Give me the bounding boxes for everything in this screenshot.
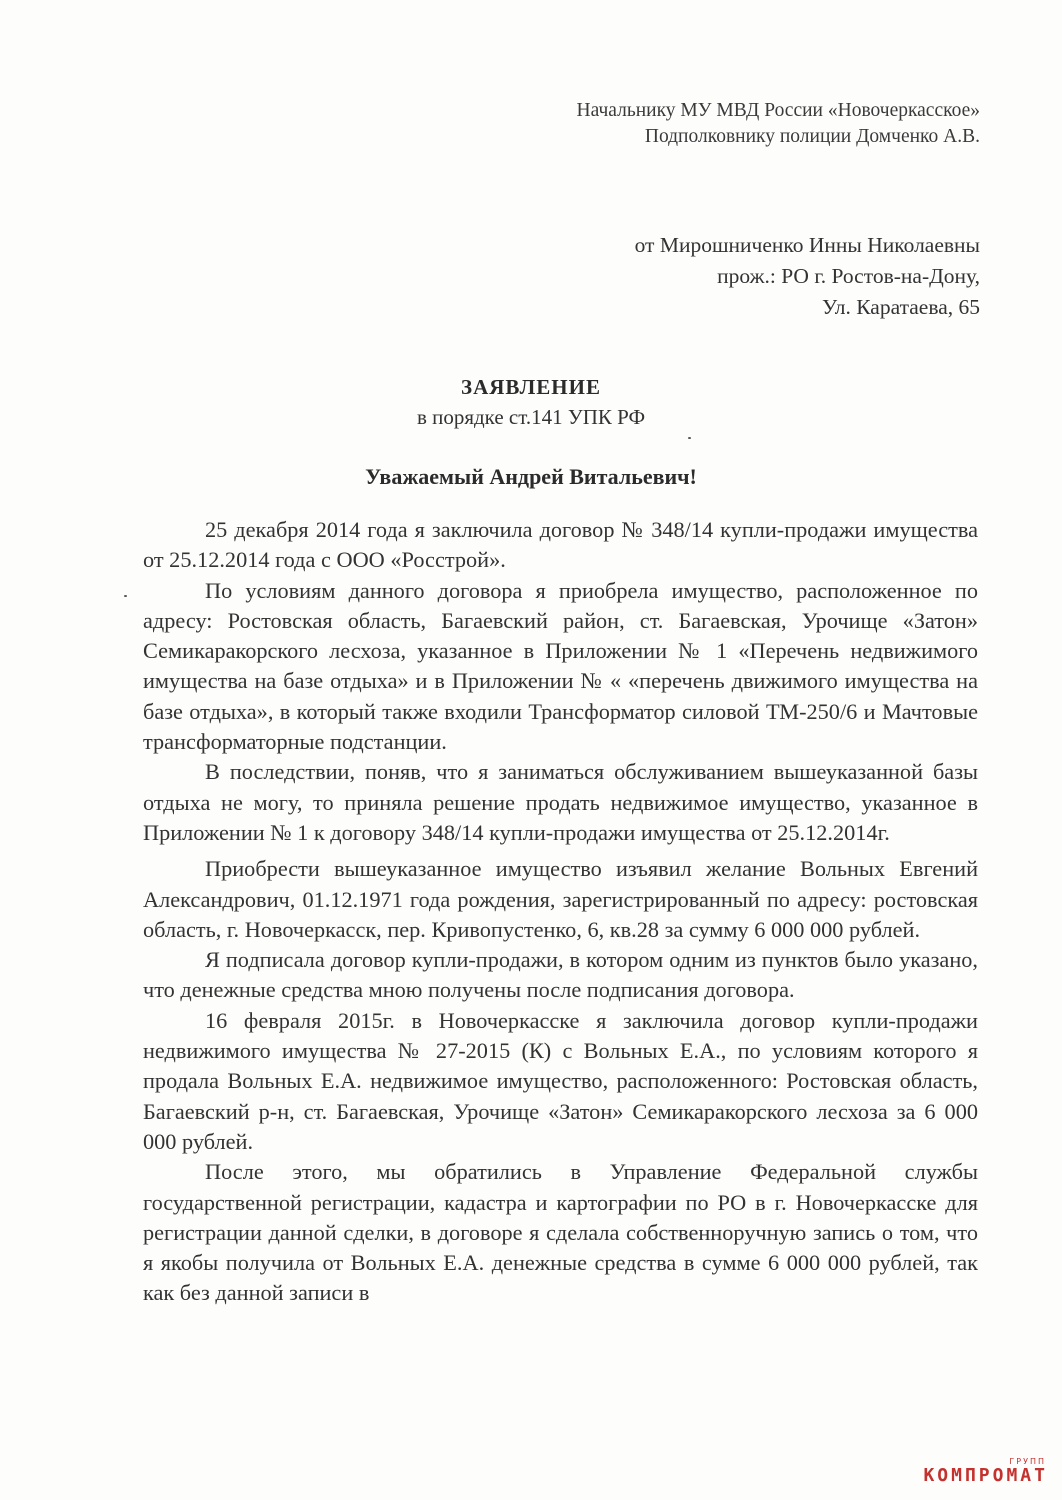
sender-block	[635, 230, 980, 323]
document-subtitle: в порядке ст.141 УПК РФ	[416, 405, 646, 429]
paragraph-6: 16 февраля 2015г. в Новочеркасске я заключила договор купли-продажи недвижимого имущества № 27-2015 (К) с Вольных Е.А., по условиям которого я продала Вольных Е.А. недвижимое имущество, расположенного: Ростовская область, Багаевский р-н, ст. Багаевская, Урочище «Затон» Семикаракорского лесхоза за 6 000 000 рублей.	[143, 1007, 978, 1154]
document-body	[143, 515, 978, 1309]
paragraph-3: В последствии, поняв, что я заниматься обслуживанием вышеуказанной базы отдыха не могу, то приняла решение продать недвижимое имущество, указанное в Приложении № 1 к договору 348/14 купли-продажи имущества от 25.12.2014г.	[143, 759, 978, 845]
watermark-main-text: КОМПРОМАТ	[923, 1465, 1048, 1486]
paragraph-7: После этого, мы обратились в Управление Федеральной службы государственной регистрации, кадастра и картографии по РО в г. Новочеркасске для регистрации данной сделки, в договоре я сделала собственноручную запись о том, что я якобы получила от Вольных Е.А. денежные средства в сумме 6 000 000 рублей, так как без данной записи в	[143, 1159, 978, 1306]
scan-speck	[688, 437, 691, 439]
paragraph-4: Приобрести вышеуказанное имущество изъявил желание Вольных Евгений Александрович, 01.12.1971 года рождения, зарегистрированный по адресу: ростовская область, г. Новочеркасск, пер. Кривопустенко, 6, кв.28 за сумму 6 000 000 рублей.	[143, 856, 978, 942]
addressee-line-1: Начальнику МУ МВД России «Новочеркасское»	[576, 100, 980, 121]
paragraph-1: 25 декабря 2014 года я заключила договор № 348/14 купли-продажи имущества от 25.12.2014 года с ООО «Росстрой».	[143, 517, 978, 573]
scan-speck	[124, 595, 127, 597]
greeting: Уважаемый Андрей Витальевич!	[365, 464, 697, 489]
document-title: ЗАЯВЛЕНИЕ	[461, 375, 601, 399]
sender-line-1: от Мирошниченко Инны Николаевны	[634, 233, 980, 257]
watermark-logo	[898, 1446, 1048, 1486]
addressee-block	[577, 98, 981, 150]
paragraph-5: Я подписала договор купли-продажи, в котором одним из пунктов было указано, что денежные средства мною получены после подписания договора.	[143, 947, 978, 1003]
paragraph-2: По условиям данного договора я приобрела имущество, расположенное по адресу: Ростовская область, Багаевский район, ст. Багаевская, Урочище «Затон» Семикаракорского лесхоза, указанное в Приложении № 1 «Перечень недвижимого имущества на базе отдыха» и в Приложении № « «перечень движимого имущества на базе отдыха», в который также входили Трансформатор силовой ТМ-250/6 и Мачтовые трансформаторные подстанции.	[143, 577, 978, 755]
watermark-small-text: ГРУПП	[1009, 1457, 1046, 1466]
sender-line-3: Ул. Каратаева, 65	[821, 295, 980, 319]
sender-line-2: прож.: РО г. Ростов-на-Дону,	[717, 264, 980, 288]
addressee-line-2: Подполковнику полиции Домченко А.В.	[644, 126, 980, 147]
